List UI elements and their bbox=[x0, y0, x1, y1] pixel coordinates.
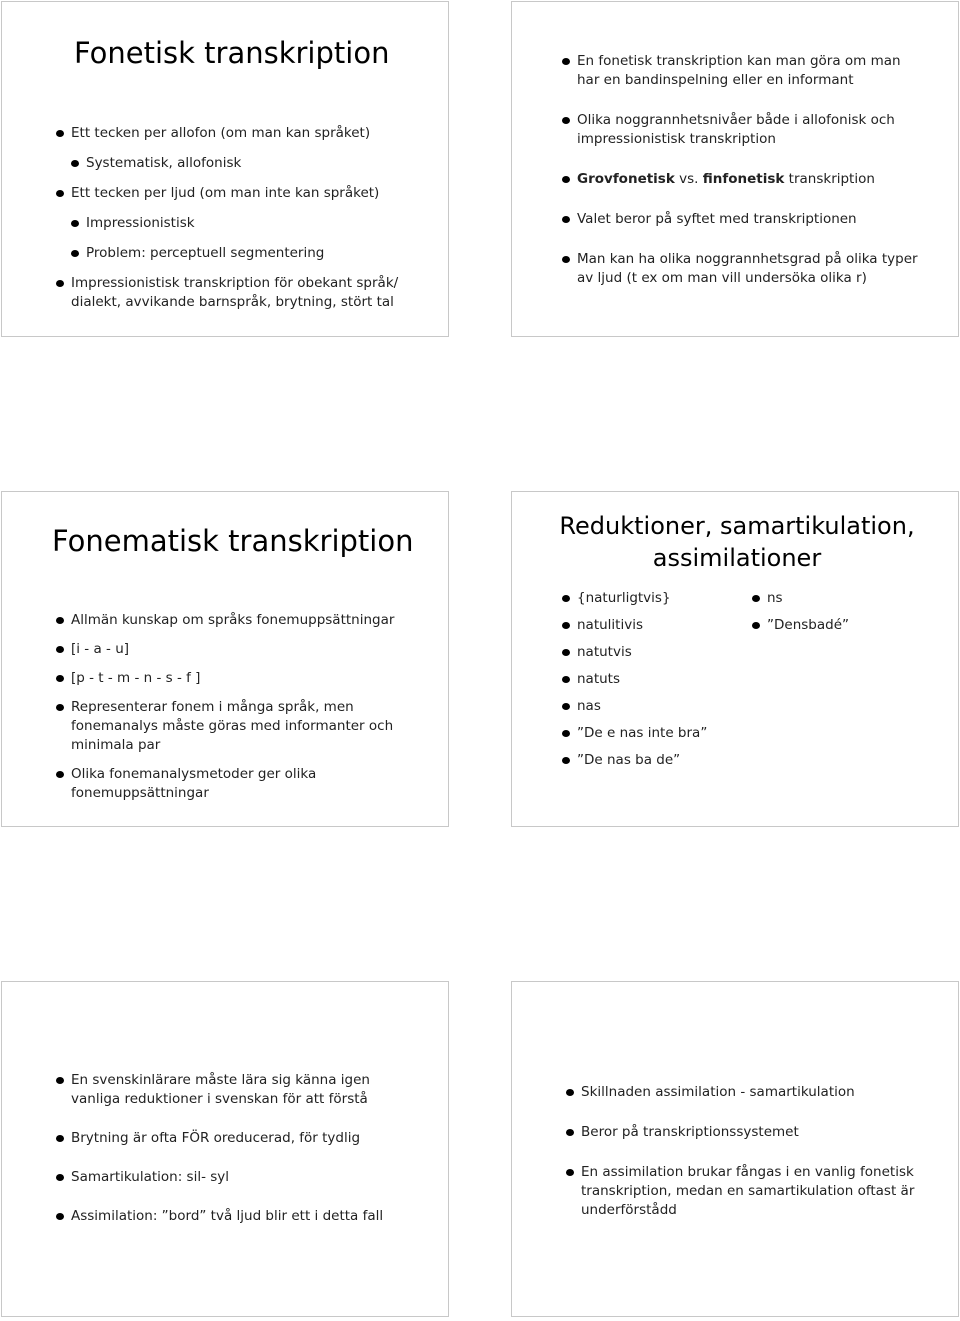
bullet-dot-icon bbox=[566, 1129, 574, 1136]
bullet-item bbox=[566, 1083, 916, 1102]
bullet-text: transkription bbox=[784, 171, 875, 187]
bullet-dot-icon bbox=[752, 595, 760, 602]
slide-fonetisk-detaljer bbox=[511, 1, 959, 337]
bullet-dot-icon bbox=[56, 771, 64, 778]
bullet-item bbox=[56, 154, 436, 173]
bullet-item bbox=[562, 52, 922, 90]
bullet-item bbox=[562, 616, 752, 635]
bullet-item bbox=[562, 697, 752, 716]
slide-fonematisk-transkription bbox=[1, 491, 449, 827]
bullet-dot-icon bbox=[562, 216, 570, 223]
bullet-dot-icon bbox=[562, 595, 570, 602]
bullet-text: ”De nas ba de” bbox=[577, 752, 681, 768]
bullet-dot-icon bbox=[562, 649, 570, 656]
bullet-text: natuts bbox=[577, 671, 621, 687]
bullet-text: [i - a - u] bbox=[71, 641, 130, 657]
bullet-text: vs. bbox=[674, 171, 703, 187]
bullet-text: ns bbox=[767, 590, 783, 606]
slide-title: Fonematisk transkription bbox=[52, 524, 414, 558]
bullet-item bbox=[56, 765, 396, 803]
bullet-item bbox=[562, 724, 752, 743]
bullet-list bbox=[56, 1071, 396, 1226]
bullet-text: Representerar fonem i många språk, men fonemanalys måste göras med informanter och minimala par bbox=[71, 699, 394, 753]
bold-term: finfonetisk bbox=[702, 171, 785, 187]
bullet-dot-icon bbox=[56, 704, 64, 711]
bullet-text: Allmän kunskap om språks fonemuppsättningar bbox=[71, 612, 395, 628]
bullet-dot-icon bbox=[71, 160, 79, 167]
slide-reduktioner bbox=[511, 491, 959, 827]
bullet-dot-icon bbox=[562, 757, 570, 764]
bullet-item bbox=[56, 184, 436, 203]
bullet-item bbox=[562, 751, 752, 770]
bullet-item bbox=[562, 643, 752, 662]
bullet-dot-icon bbox=[56, 617, 64, 624]
bullet-dot-icon bbox=[562, 176, 570, 183]
bullet-item bbox=[56, 124, 436, 143]
bullet-text: Man kan ha olika noggrannhetsgrad på olika typer av ljud (t ex om man vill undersöka olika r) bbox=[577, 251, 918, 286]
bullet-item bbox=[56, 214, 436, 233]
bullet-text: Assimilation: ”bord” två ljud blir ett i detta fall bbox=[71, 1208, 384, 1224]
bullet-text: ”Densbadé” bbox=[767, 617, 849, 633]
bullet-item bbox=[562, 111, 922, 149]
bullet-text: Systematisk, allofonisk bbox=[86, 155, 242, 171]
bullet-dot-icon bbox=[752, 622, 760, 629]
bullet-text: Impressionistisk transkription för obekant språk/ dialekt, avvikande barnspråk, brytning, stört tal bbox=[71, 275, 399, 310]
bullet-text: Brytning är ofta FÖR oreducerad, för tydlig bbox=[71, 1130, 361, 1146]
bullet-list bbox=[56, 611, 396, 803]
bullet-dot-icon bbox=[56, 130, 64, 137]
bullet-item bbox=[56, 244, 436, 263]
bullet-item bbox=[562, 210, 922, 229]
bullet-dot-icon bbox=[562, 730, 570, 737]
bullet-dot-icon bbox=[71, 220, 79, 227]
bullet-item bbox=[752, 616, 932, 635]
bullet-item bbox=[56, 1207, 396, 1226]
bullet-dot-icon bbox=[562, 117, 570, 124]
bullet-text: Ett tecken per allofon (om man kan språket) bbox=[71, 125, 371, 141]
bullet-dot-icon bbox=[562, 622, 570, 629]
bullet-dot-icon bbox=[56, 1135, 64, 1142]
bullet-dot-icon bbox=[56, 190, 64, 197]
bullet-item bbox=[566, 1163, 916, 1220]
bullet-text: {naturligtvis} bbox=[577, 590, 671, 606]
bullet-text: Impressionistisk bbox=[86, 215, 195, 231]
bullet-item bbox=[566, 1123, 916, 1142]
bullet-text: Skillnaden assimilation - samartikulation bbox=[581, 1084, 855, 1100]
bullet-dot-icon bbox=[562, 703, 570, 710]
bullet-text: Ett tecken per ljud (om man inte kan språket) bbox=[71, 185, 380, 201]
bullet-dot-icon bbox=[562, 256, 570, 263]
bullet-text: nas bbox=[577, 698, 601, 714]
bullet-dot-icon bbox=[56, 1077, 64, 1084]
bullet-dot-icon bbox=[566, 1089, 574, 1096]
bullet-dot-icon bbox=[562, 676, 570, 683]
bullet-list bbox=[566, 1083, 916, 1220]
bullet-item bbox=[56, 1129, 396, 1148]
slide-svenskinlarare bbox=[1, 981, 449, 1317]
bullet-text: natutvis bbox=[577, 644, 632, 660]
bullet-text: En assimilation brukar fångas i en vanlig fonetisk transkription, medan en samartikulation oftast är underförstådd bbox=[581, 1164, 915, 1218]
bullet-item bbox=[56, 1071, 396, 1109]
bold-term: Grovfonetisk bbox=[577, 171, 675, 187]
slide-fonetisk-transkription bbox=[1, 1, 449, 337]
bullet-dot-icon bbox=[56, 280, 64, 287]
bullet-item bbox=[56, 669, 396, 688]
bullet-item bbox=[562, 170, 922, 189]
bullet-dot-icon bbox=[71, 250, 79, 257]
bullet-dot-icon bbox=[56, 675, 64, 682]
bullet-item bbox=[56, 611, 396, 630]
bullet-item bbox=[562, 589, 752, 608]
bullet-dot-icon bbox=[566, 1169, 574, 1176]
bullet-dot-icon bbox=[56, 1174, 64, 1181]
bullet-item bbox=[562, 250, 922, 288]
bullet-text: En fonetisk transkription kan man göra om man har en bandinspelning eller en informant bbox=[577, 53, 901, 88]
bullet-text: [p - t - m - n - s - f ] bbox=[71, 670, 201, 686]
bullet-list bbox=[56, 124, 436, 312]
bullet-text: Olika fonemanalysmetoder ger olika fonemuppsättningar bbox=[71, 766, 317, 801]
bullet-list-left bbox=[562, 589, 752, 770]
bullet-dot-icon bbox=[56, 646, 64, 653]
bullet-list bbox=[562, 52, 922, 288]
bullet-text: Valet beror på syftet med transkriptionen bbox=[577, 211, 857, 227]
bullet-text: Samartikulation: sil- syl bbox=[71, 1169, 230, 1185]
bullet-dot-icon bbox=[56, 1213, 64, 1220]
bullet-text: natulitivis bbox=[577, 617, 643, 633]
bullet-dot-icon bbox=[562, 58, 570, 65]
bullet-item bbox=[562, 670, 752, 689]
slide-skillnaden bbox=[511, 981, 959, 1317]
bullet-item bbox=[56, 698, 396, 755]
bullet-text: Beror på transkriptionssystemet bbox=[581, 1124, 799, 1140]
bullet-item bbox=[56, 640, 396, 659]
bullet-text: Problem: perceptuell segmentering bbox=[86, 245, 325, 261]
bullet-item bbox=[56, 274, 436, 312]
bullet-text: ”De e nas inte bra” bbox=[577, 725, 708, 741]
slide-title: Fonetisk transkription bbox=[74, 36, 390, 70]
bullet-list-right bbox=[752, 589, 932, 635]
bullet-item bbox=[56, 1168, 396, 1187]
bullet-text: Olika noggrannhetsnivåer både i allofonisk och impressionistisk transkription bbox=[577, 112, 895, 147]
bullet-text: En svenskinlärare måste lära sig känna igen vanliga reduktioner i svenskan för att förstå bbox=[71, 1072, 370, 1107]
bullet-item bbox=[752, 589, 932, 608]
slide-title: Reduktioner, samartikulation, assimilationer bbox=[559, 512, 915, 572]
